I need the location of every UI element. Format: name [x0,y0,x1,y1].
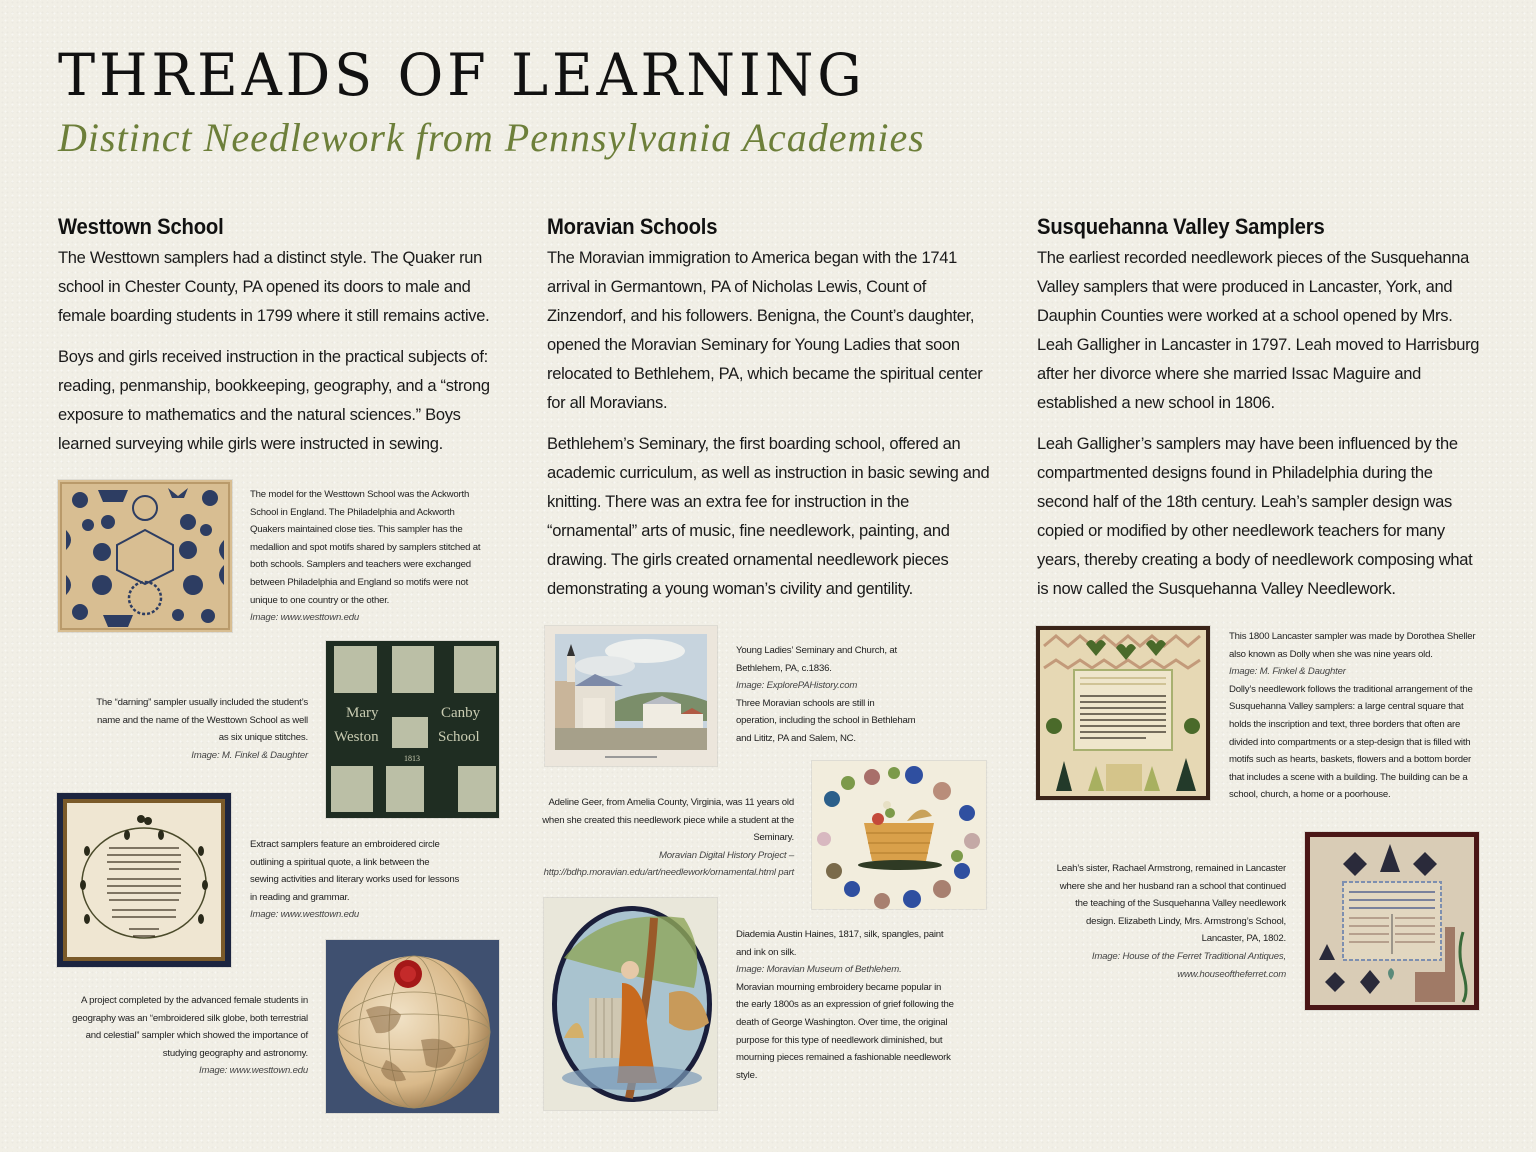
globe-icon [326,940,499,1113]
seminary-lithograph-image [545,626,717,766]
figure-note: Three Moravian schools are still in operation, including the school in Bethleham and Lititz, PA and Salem, NC. [736,697,916,744]
column-moravian [547,214,997,616]
mourning-scene-icon [544,898,717,1110]
image-credit: Image: M. Finkel & Daughter [1229,666,1346,678]
mourning-embroidery-image [544,898,717,1110]
section-heading: Moravian Schools [547,214,718,239]
lindy-sampler-icon [1305,832,1479,1010]
image-credit: Image: ExplorePAHistory.com [736,680,858,692]
figure-caption: Adeline Geer, from Amelia County, Virginia, was 11 years old when she created this needlework piece while a student at the Seminary. Moravian Digital History Project – http://bdhp.moravian.edu/art/needlework/ornamental.html part [530,794,794,882]
dorothea-sheller-sampler-image [1036,626,1210,800]
body-paragraph: Boys and girls received instruction in the practical subjects of: reading, penmanship, bookkeeping, geography, and a “strong exposure to mathematics and the natural sciences.” Boys learned surveying while girls were instructed in sewing. [58,348,490,453]
figure-caption: The “darning” sampler usually included the student’s name and the name of the Westtown School as well as six unique stitches. Image: M. Finkel & Daughter [90,694,308,764]
extract-sampler-image [57,793,231,967]
svg-text:Mary: Mary [346,705,379,721]
column-susquehanna [1037,214,1487,616]
svg-text:1813: 1813 [404,754,420,763]
sheller-sampler-icon [1036,626,1210,800]
figure-note: Dolly’s needlework follows the traditional arrangement of the Susquehanna Valley samplers: a large central square that holds the inscription and text, three borders that often are divided into compartments or a step-design that is filled with motifs such as hearts, baskets, flowers and a bottom border that includes a scene with a building. The building can be a school, church, a home or a poorhouse. [1229,683,1473,801]
figure-caption: Extract samplers feature an embroidered circle outlining a spiritual quote, a link between the sewing activities and literary works used for lessons in reading and grammar. Image: www.westtown.edu [250,836,460,924]
page-title: THREADS OF LEARNING [58,41,866,109]
section-heading: Susquehanna Valley Samplers [1037,214,1325,239]
body-paragraph: Bethlehem’s Seminary, the first boarding school, offered an academic curriculum, as well as instruction in basic sewing and knitting. There was an extra fee for instruction in the “ornamental” arts of music, fine needlework, painting, and drawing. The girls created ornamental needlework pieces demonstrating a young woman’s civility and gentility. [547,435,990,598]
image-credit: Image: www.westtown.edu [250,612,359,624]
svg-text:Canby: Canby [441,705,481,721]
svg-text:School: School [438,729,480,745]
figure-caption: Young Ladies’ Seminary and Church, at Bethlehem, PA, c.1836. Image: ExplorePAHistory.com Three Moravian schools are still in operation, including the school in Bethleham and Lititz, PA and Salem, NC. [736,642,916,748]
extract-sampler-icon [57,793,231,967]
darning-sampler-image [326,641,499,818]
body-paragraph: Leah Galligher’s samplers may have been influenced by the compartmented designs found in Philadelphia during the second half of the 18th century. Leah’s sampler design was copied or modified by other needlework teachers for many years, thereby creating a body of needlework composing what is now called the Susquehanna Valley Needlework. [1037,435,1473,598]
embroidered-silk-globe-image [326,940,499,1113]
body-paragraph: The Westtown samplers had a distinct style. The Quaker run school in Chester County, PA opened its doors to male and female boarding students in 1799 where it still remains active. [58,249,490,325]
figure-caption: Diademia Austin Haines, 1817, silk, spangles, paint and ink on silk. Image: Moravian Museum of Bethlehem. Moravian mourning embroidery became popular in the early 1800s as an expression of grief following the death of George Washington. Over time, the original purpose for this type of needlework diminished, but mourning pieces remained a fashionable needlework style. [736,926,954,1084]
ornamental-basket-image [812,761,986,909]
figure-caption: This 1800 Lancaster sampler was made by Dorothea Sheller also known as Dolly when she was nine years old. Image: M. Finkel & Daughter Dolly’s needlework follows the traditional arrangement of the Susquehanna Valley samplers: a large central square that holds the inscription and text, three borders that often are divided into compartments or a step-design that is filled with motifs such as hearts, baskets, flowers and a bottom border that includes a scene with a building. The building can be a school, church, a home or a poorhouse. [1229,628,1483,804]
image-credit: Image: www.westtown.edu [199,1065,308,1077]
image-credit: Image: www.westtown.edu [250,909,359,921]
page-subtitle: Distinct Needlework from Pennsylvania Academies [58,115,925,160]
image-credit: Moravian Digital History Project – http://bdhp.moravian.edu/art/needlework/ornamental.html part [543,849,794,879]
svg-text:Weston: Weston [334,729,379,745]
column-westtown [58,214,508,471]
body-paragraph: The earliest recorded needlework pieces of the Susquehanna Valley samplers that were produced in Lancaster, York, and Dauphin Counties were worked at a school opened by Mrs. Leah Galligher in Lancaster in 1797. Leah moved to Harrisburg after her divorce where she married Issac Maguire and established a new school in 1806. [1037,249,1480,412]
elizabeth-lindy-sampler-image [1305,832,1479,1010]
medallion-sampler-icon [58,480,232,632]
figure-caption: A project completed by the advanced female students in geography was an “embroidered silk globe, both terrestrial and celestial” sampler which showed the importance of studying geography and astronomy. Image: www.westtown.edu [70,992,308,1080]
figure-caption: Leah’s sister, Rachael Armstrong, remained in Lancaster where she and her husband ran a school that continued the teaching of the Susquehanna Valley needlework design. Elizabeth Lindy, Mrs. Armstrong’s School, Lancaster, PA, 1802. Image: House of the Ferret Traditional Antiques, www.houseoftheferret.com [1050,860,1286,983]
image-credit: Image: Moravian Museum of Bethlehem. [736,964,902,976]
darning-sampler-icon [326,641,499,818]
image-credit: Image: M. Finkel & Daughter [191,749,308,761]
westtown-medallion-sampler-image [58,480,232,632]
section-heading: Westtown School [58,214,224,239]
basket-icon [812,761,986,909]
body-paragraph: The Moravian immigration to America began with the 1741 arrival in Germantown, PA of Nicholas Lewis, Count of Zinzendorf, and his followers. Benigna, the Count’s daughter, opened the Moravian Seminary for Young Ladies that soon relocated to Bethlehem, PA, which became the spiritual center for all Moravians. [547,249,983,412]
figure-note: Moravian mourning embroidery became popular in the early 1800s as an expression of grief following the death of George Washington. Over time, the original purpose for this type of needlework diminished, but mourning pieces remained a fashionable needlework style. [736,981,954,1081]
image-credit: Image: House of the Ferret Traditional Antiques, www.houseoftheferret.com [1091,950,1286,980]
seminary-building-icon [545,626,717,766]
figure-caption: The model for the Westtown School was the Ackworth School in England. The Philadelphia and Ackworth Quakers maintained close ties. This sampler has the medallion and spot motifs shared by samplers stitched at both schools. Samplers and teachers were exchanged between Philadelphia and England so motifs were not unique to one country or the other. Image: www.westtown.edu [250,486,490,627]
